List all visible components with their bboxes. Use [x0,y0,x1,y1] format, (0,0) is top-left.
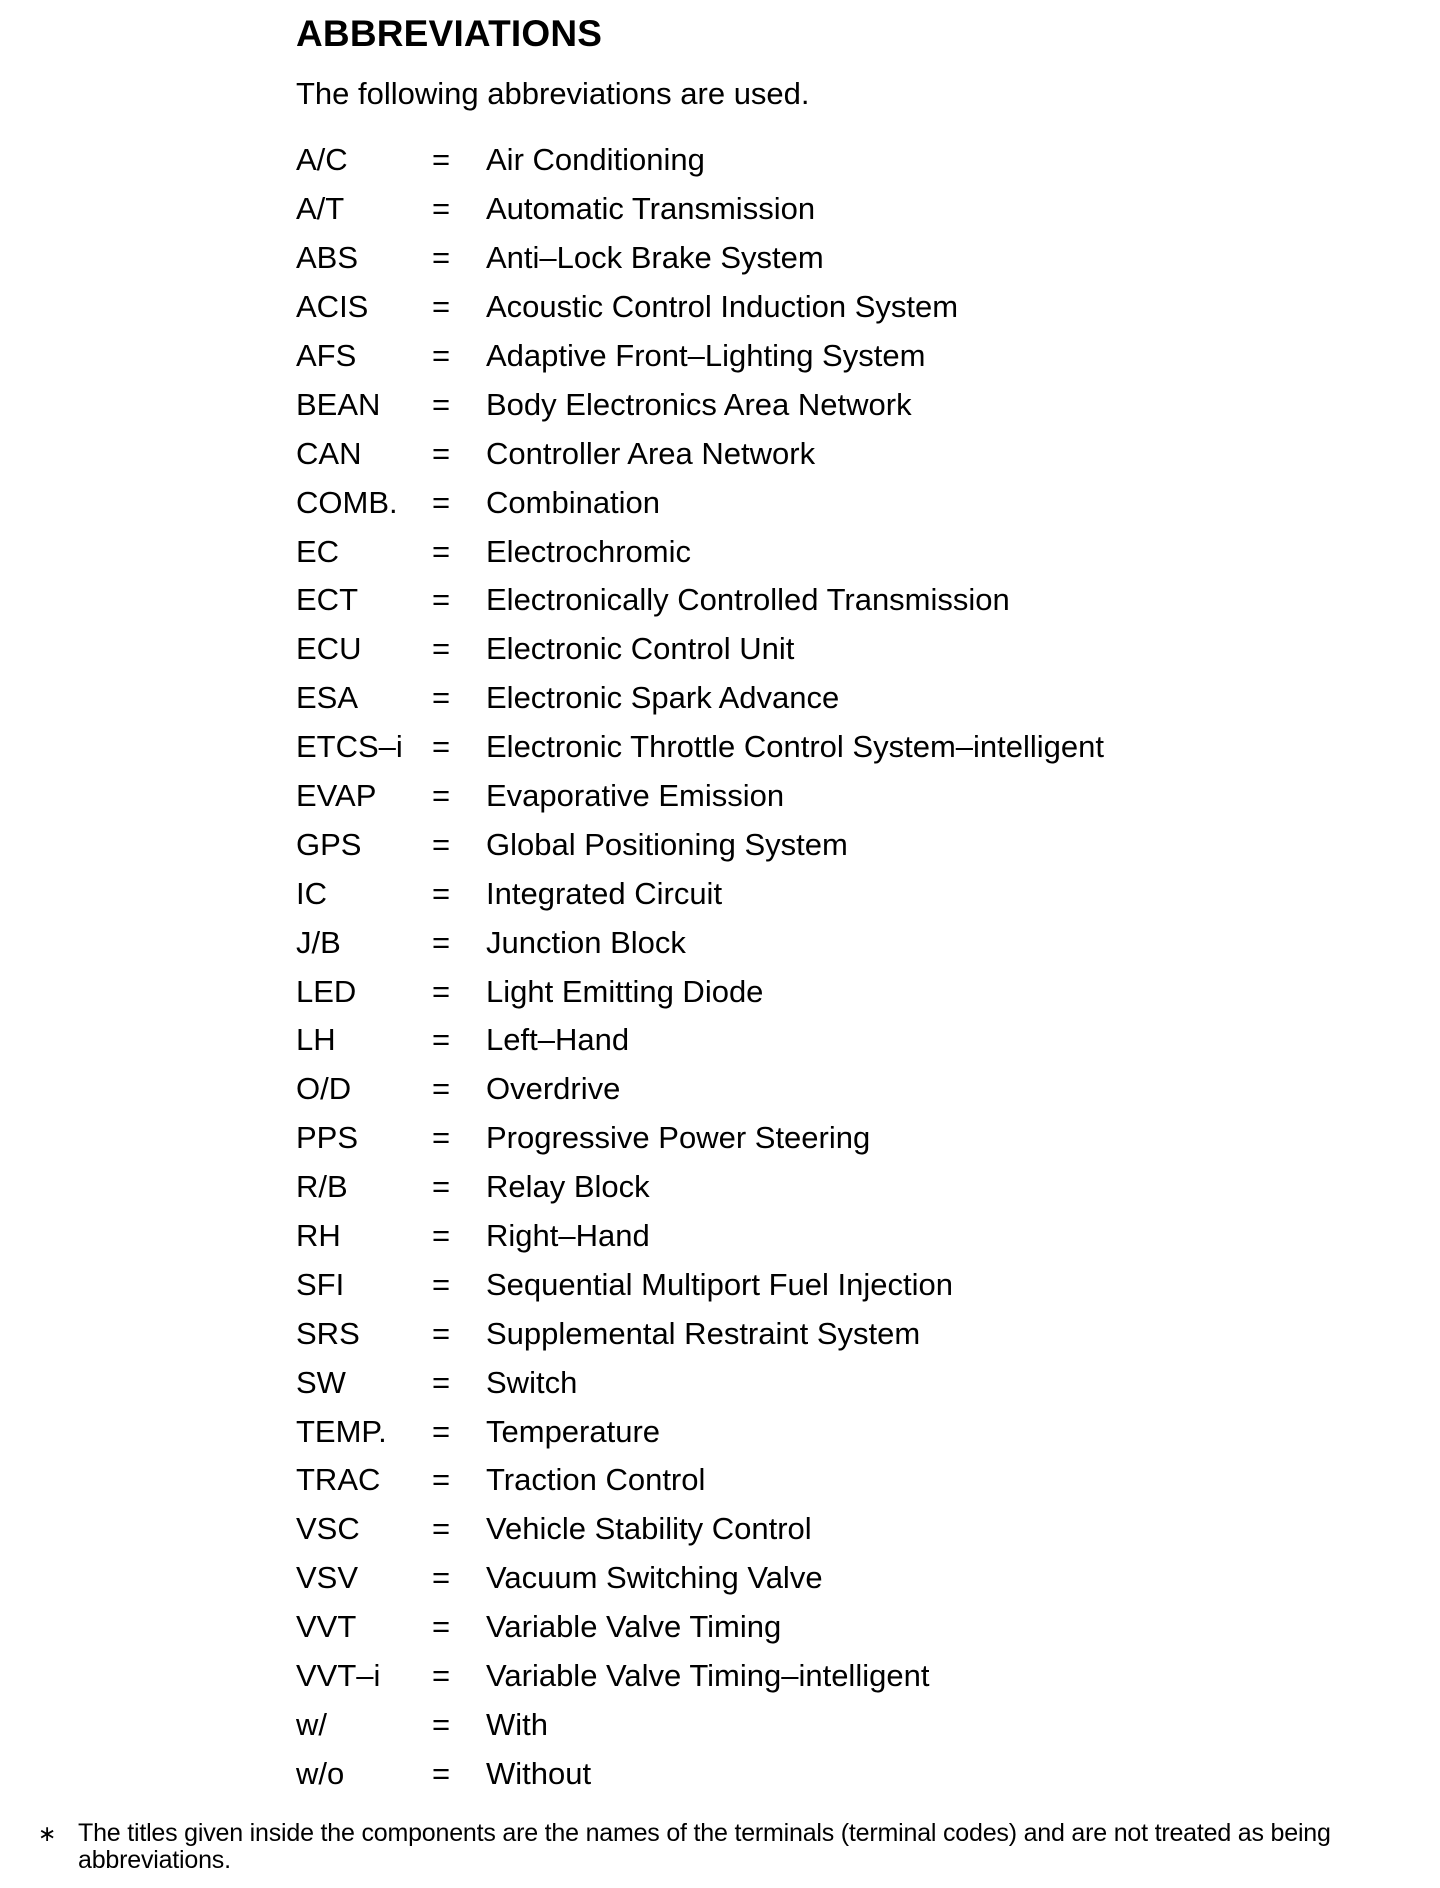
abbreviation-row [296,1554,1104,1603]
abbreviation-definition: Electronically Controlled Transmission [486,582,1010,618]
abbreviation-row [296,283,1104,332]
equals-sign: = [432,1169,451,1205]
abbreviation-row [296,1456,1104,1505]
equals-sign: = [432,191,451,227]
equals-sign: = [432,1706,451,1742]
abbreviation-term: SFI [296,1266,345,1302]
abbreviation-list [296,136,1104,1798]
abbreviation-row [296,1701,1104,1750]
abbreviation-row [296,1163,1104,1212]
equals-sign: = [432,1022,451,1058]
abbreviation-row [296,1749,1104,1798]
equals-sign: = [432,826,451,862]
abbreviation-definition: Anti–Lock Brake System [486,240,824,276]
equals-sign: = [432,973,451,1009]
abbreviation-definition: Global Positioning System [486,826,848,862]
abbreviation-definition: Electronic Control Unit [486,631,795,667]
abbreviation-term: LH [296,1022,336,1058]
abbreviation-row [296,869,1104,918]
abbreviation-term: ACIS [296,289,369,325]
equals-sign: = [432,240,451,276]
abbreviation-row [296,527,1104,576]
abbreviation-row [296,1212,1104,1261]
abbreviation-definition: Overdrive [486,1071,621,1107]
abbreviation-row [296,772,1104,821]
abbreviation-row [296,185,1104,234]
abbreviation-definition: Traction Control [486,1462,706,1498]
abbreviation-term: A/T [296,191,345,227]
abbreviation-term: VSC [296,1511,360,1547]
abbreviation-definition: Right–Hand [486,1218,650,1254]
abbreviation-row [296,918,1104,967]
abbreviation-term: GPS [296,826,362,862]
abbreviation-definition: Air Conditioning [486,142,705,178]
abbreviation-definition: Left–Hand [486,1022,630,1058]
abbreviation-term: ECU [296,631,362,667]
abbreviation-term: SRS [296,1315,360,1351]
abbreviation-term: TRAC [296,1462,381,1498]
abbreviation-definition: Body Electronics Area Network [486,386,912,422]
abbreviation-definition: Automatic Transmission [486,191,816,227]
abbreviation-definition: Sequential Multiport Fuel Injection [486,1266,953,1302]
abbreviation-definition: Variable Valve Timing [486,1609,782,1645]
abbreviation-definition: Adaptive Front–Lighting System [486,338,926,373]
abbreviation-term: BEAN [296,386,381,422]
equals-sign: = [432,1658,451,1694]
abbreviation-row [296,234,1104,283]
abbreviation-row [296,967,1104,1016]
abbreviation-row [296,332,1104,381]
abbreviation-row [296,1065,1104,1114]
equals-sign: = [432,338,451,373]
abbreviation-definition: Electronic Spark Advance [486,680,840,716]
abbreviation-row [296,1016,1104,1065]
abbreviation-row [296,674,1104,723]
equals-sign: = [432,1071,451,1107]
abbreviation-row [296,723,1104,772]
abbreviation-term: A/C [296,142,348,178]
equals-sign: = [432,1120,451,1156]
equals-sign: = [432,631,451,667]
equals-sign: = [432,435,451,471]
footnote-text: The titles given inside the components are the names of the terminals (terminal codes) and are not treated as being abbreviations. [78,1819,1331,1874]
abbreviation-term: COMB. [296,484,398,520]
abbreviation-row [296,1407,1104,1456]
abbreviation-term: EC [296,533,340,569]
abbreviation-definition: Junction Block [486,924,686,960]
abbreviation-term: IC [296,875,327,911]
abbreviation-term: VSV [296,1560,359,1596]
abbreviation-definition: Electronic Throttle Control System–intelligent [486,729,1104,765]
abbreviation-term: ETCS–i [296,729,403,765]
abbreviation-row [296,1505,1104,1554]
abbreviation-term: w/ [296,1706,327,1742]
equals-sign: = [432,386,451,422]
abbreviation-row [296,1358,1104,1407]
equals-sign: = [432,1364,451,1400]
abbreviation-definition: Temperature [486,1413,661,1449]
equals-sign: = [432,1560,451,1596]
abbreviation-term: VVT [296,1609,357,1645]
abbreviation-term: R/B [296,1169,348,1205]
abbreviation-definition: Progressive Power Steering [486,1120,871,1156]
abbreviation-row [296,1114,1104,1163]
intro-text: The following abbreviations are used. [296,76,810,111]
abbreviation-row [296,576,1104,625]
abbreviation-definition: Controller Area Network [486,435,816,471]
equals-sign: = [432,142,451,178]
abbreviation-term: PPS [296,1120,359,1156]
abbreviation-term: AFS [296,338,357,373]
abbreviation-term: w/o [296,1755,345,1791]
abbreviation-definition: Supplemental Restraint System [486,1315,921,1351]
abbreviation-definition: Evaporative Emission [486,778,785,814]
abbreviation-definition: Vehicle Stability Control [486,1511,812,1547]
abbreviation-row [296,1603,1104,1652]
abbreviation-row [296,625,1104,674]
equals-sign: = [432,289,451,325]
abbreviation-term: VVT–i [296,1658,381,1694]
footnote [38,1820,1418,1874]
abbreviation-definition: Variable Valve Timing–intelligent [486,1658,930,1694]
abbreviation-term: SW [296,1364,346,1400]
abbreviation-term: CAN [296,435,362,471]
abbreviation-definition: Light Emitting Diode [486,973,764,1009]
equals-sign: = [432,875,451,911]
equals-sign: = [432,1218,451,1254]
equals-sign: = [432,1755,451,1791]
abbreviation-term: ESA [296,680,359,716]
equals-sign: = [432,484,451,520]
asterisk-icon: ∗ [38,1821,57,1846]
abbreviation-term: O/D [296,1071,352,1107]
equals-sign: = [432,1462,451,1498]
abbreviation-term: TEMP. [296,1413,387,1449]
equals-sign: = [432,1511,451,1547]
abbreviation-row [296,1309,1104,1358]
equals-sign: = [432,1609,451,1645]
equals-sign: = [432,924,451,960]
equals-sign: = [432,582,451,618]
equals-sign: = [432,680,451,716]
abbreviation-definition: Electrochromic [486,533,691,569]
abbreviation-term: J/B [296,924,341,960]
abbreviation-definition: Combination [486,484,661,520]
abbreviation-definition: Switch [486,1364,578,1400]
page-title: ABBREVIATIONS [296,13,603,54]
abbreviation-term: ECT [296,582,358,618]
abbreviation-term: LED [296,973,357,1009]
abbreviation-term: EVAP [296,778,377,814]
abbreviation-row [296,1652,1104,1701]
equals-sign: = [432,1413,451,1449]
equals-sign: = [432,778,451,814]
equals-sign: = [432,533,451,569]
abbreviation-definition: Vacuum Switching Valve [486,1560,823,1596]
abbreviation-row [296,1260,1104,1309]
abbreviation-definition: Without [486,1755,592,1791]
abbreviation-term: RH [296,1218,341,1254]
abbreviation-definition: With [486,1706,548,1742]
equals-sign: = [432,1266,451,1302]
abbreviation-row [296,478,1104,527]
abbreviation-row [296,380,1104,429]
abbreviation-row [296,136,1104,185]
abbreviation-definition: Integrated Circuit [486,875,723,911]
equals-sign: = [432,1315,451,1351]
abbreviation-definition: Acoustic Control Induction System [486,289,959,325]
abbreviation-row [296,429,1104,478]
abbreviation-term: ABS [296,240,359,276]
abbreviation-row [296,820,1104,869]
equals-sign: = [432,729,451,765]
abbreviation-definition: Relay Block [486,1169,650,1205]
